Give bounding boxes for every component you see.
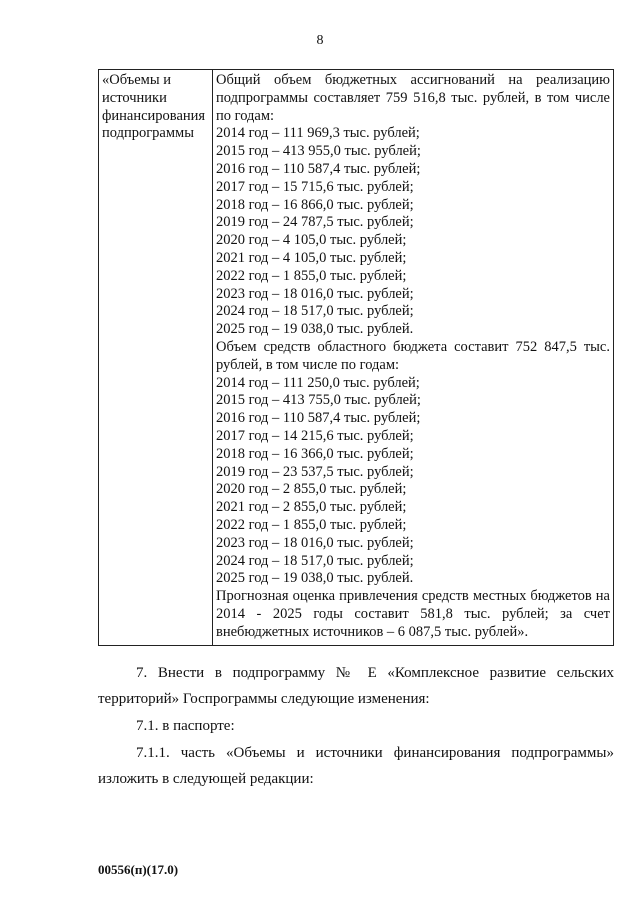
total-year-item: 2014 год – 111 969,3 тыс. рублей; xyxy=(216,125,420,142)
total-year-item: 2024 год – 18 517,0 тыс. рублей; xyxy=(216,303,414,320)
table-row xyxy=(99,70,614,646)
regional-year-item: 2017 год – 14 215,6 тыс. рублей; xyxy=(216,427,414,444)
regional-year-item: 2024 год – 18 517,0 тыс. рублей; xyxy=(216,552,414,569)
paragraph-7-1: 7.1. в паспорте: xyxy=(136,718,235,734)
total-year-item: 2016 год – 110 587,4 тыс. рублей; xyxy=(216,160,421,177)
total-year-item: 2022 год – 1 855,0 тыс. рублей; xyxy=(216,267,407,284)
total-year-list xyxy=(216,125,610,339)
total-year-item: 2017 год – 15 715,6 тыс. рублей; xyxy=(216,178,414,195)
total-year-item: 2015 год – 413 955,0 тыс. рублей; xyxy=(216,143,421,160)
regional-year-item: 2019 год – 23 537,5 тыс. рублей; xyxy=(216,463,414,480)
total-year-item: 2019 год – 24 787,5 тыс. рублей; xyxy=(216,214,414,231)
document-code: 00556(п)(17.0) xyxy=(98,862,179,877)
total-year-item: 2020 год – 4 105,0 тыс. рублей; xyxy=(216,232,407,249)
regional-year-list xyxy=(216,375,610,589)
passport-table xyxy=(98,69,614,646)
row-content xyxy=(213,70,614,646)
forecast-text: Прогнозная оценка привлечения средств местных бюджетов на 2014 - 2025 годы составит 581,8 тыс. рублей; за счет внебюджетных источников – 6 087,5 тыс. рублей». xyxy=(216,588,610,640)
total-year-item: 2025 год – 19 038,0 тыс. рублей. xyxy=(216,321,414,338)
row-label: «Объемы и источники финансирования подпрограммы xyxy=(99,70,213,646)
total-intro: Общий объем бюджетных ассигнований на реализацию подпрограммы составляет 759 516,8 тыс. рублей, в том числе по годам: xyxy=(216,72,610,124)
regional-intro: Объем средств областного бюджета составит 752 847,5 тыс. рублей, в том числе по годам: xyxy=(216,338,610,373)
regional-year-item: 2022 год – 1 855,0 тыс. рублей; xyxy=(216,516,407,533)
regional-year-item: 2016 год – 110 587,4 тыс. рублей; xyxy=(216,410,421,427)
total-year-item: 2018 год – 16 866,0 тыс. рублей; xyxy=(216,196,414,213)
regional-year-item: 2023 год – 18 016,0 тыс. рублей; xyxy=(216,534,414,551)
regional-year-item: 2025 год – 19 038,0 тыс. рублей. xyxy=(216,570,414,587)
page-number: 8 xyxy=(316,33,324,48)
regional-year-item: 2014 год – 111 250,0 тыс. рублей; xyxy=(216,374,420,391)
total-year-item: 2021 год – 4 105,0 тыс. рублей; xyxy=(216,249,407,266)
paragraph-7: 7. Внести в подпрограмму № Е «Комплексное развитие сельских территорий» Госпрограммы следующие изменения: xyxy=(98,665,614,707)
regional-year-item: 2021 год – 2 855,0 тыс. рублей; xyxy=(216,499,407,516)
paragraph-7-1-1: 7.1.1. часть «Объемы и источники финансирования подпрограммы» изложить в следующей редакции: xyxy=(98,745,614,787)
regional-year-item: 2018 год – 16 366,0 тыс. рублей; xyxy=(216,445,414,462)
total-year-item: 2023 год – 18 016,0 тыс. рублей; xyxy=(216,285,414,302)
regional-year-item: 2015 год – 413 755,0 тыс. рублей; xyxy=(216,392,421,409)
regional-year-item: 2020 год – 2 855,0 тыс. рублей; xyxy=(216,481,407,498)
